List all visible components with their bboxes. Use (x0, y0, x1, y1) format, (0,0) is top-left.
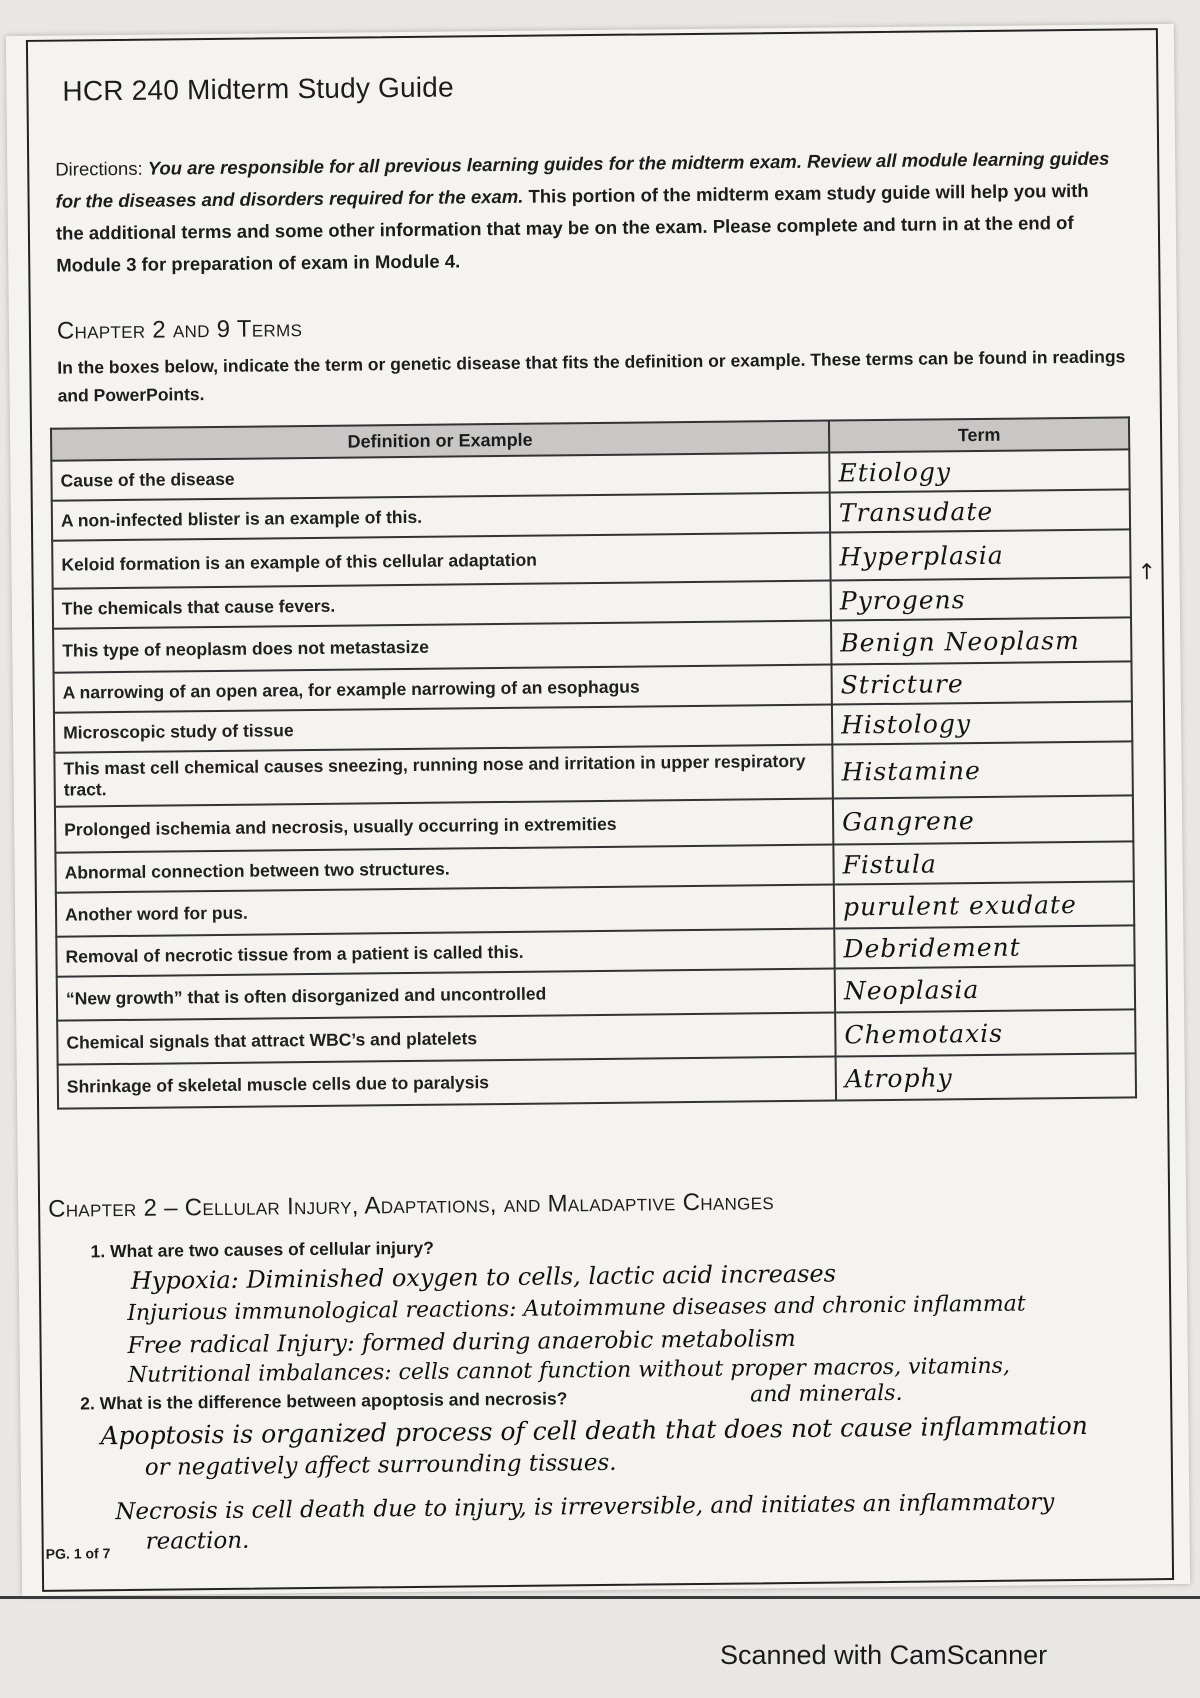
answer-1-line-2: Injurious immunological reactions: Autoimmune diseases and chronic inflammat (127, 1291, 1026, 1326)
definition-cell: Cause of the disease (51, 453, 829, 501)
question-2: 2. What is the difference between apoptosis and necrosis? (80, 1388, 568, 1414)
question-1: 1. What are two causes of cellular injury? (90, 1237, 434, 1262)
section-heading-terms: Chapter 2 and 9 Terms (56, 315, 303, 345)
scan-edge-line (0, 1596, 1200, 1599)
answer-1-line-4: Nutritional imbalances: cells cannot function without proper macros, vitamins, (127, 1353, 1011, 1388)
definition-cell: A non-infected blister is an example of this. (52, 493, 830, 541)
term-answer-cell: Gangrene (833, 795, 1133, 844)
definition-cell: Microscopic study of tissue (54, 705, 832, 753)
answer-1-line-5: and minerals. (750, 1380, 903, 1408)
column-header-definition: Definition or Example (51, 421, 829, 461)
camscanner-watermark: Scanned with CamScanner (720, 1640, 1048, 1670)
terms-table-body (51, 449, 1136, 1108)
answer-2-line-3: Necrosis is cell death due to injury, is irreversible, and initiates an inflammatory (115, 1489, 1055, 1526)
answer-2-line-2: or negatively affect surrounding tissues. (144, 1449, 617, 1481)
document-title: HCR 240 Midterm Study Guide (62, 71, 454, 107)
page-number: PG. 1 of 7 (45, 1545, 111, 1562)
definition-cell: Shrinkage of skeletal muscle cells due to paralysis (58, 1057, 836, 1109)
definition-cell: The chemicals that cause fevers. (53, 581, 831, 629)
definition-cell: This mast cell chemical causes sneezing, running nose and irritation in upper respiratory tract. (54, 745, 833, 807)
margin-mark: ↑ (1137, 560, 1157, 586)
term-answer-cell: Stricture (831, 661, 1131, 704)
section-intro: In the boxes below, indicate the term or genetic disease that fits the definition or example. These terms can be found in readings and PowerPoints. (57, 346, 1126, 406)
directions-paragraph (55, 143, 1116, 282)
term-answer-cell: Fistula (833, 841, 1133, 884)
definition-cell: “New growth” that is often disorganized and uncontrolled (57, 969, 835, 1021)
definition-cell: Another word for pus. (56, 885, 834, 937)
directions-italic-text: You are responsible for all previous learning guides for the midterm exam. Review all module learning guides for the diseases and disorders required for the exam. (55, 147, 1110, 212)
term-answer-cell: Chemotaxis (835, 1009, 1135, 1056)
definition-cell: A narrowing of an open area, for example narrowing of an esophagus (54, 665, 832, 713)
term-answer-cell: Histology (832, 701, 1132, 744)
answer-1-line-3: Free radical Injury: formed during anaerobic metabolism (127, 1325, 796, 1359)
term-answer-cell: Atrophy (836, 1053, 1136, 1100)
column-header-term: Term (829, 417, 1129, 452)
directions-label: Directions: (55, 157, 143, 180)
term-answer-cell: Etiology (829, 449, 1129, 492)
term-answer-cell: Pyrogens (831, 577, 1131, 620)
definition-cell: Keloid formation is an example of this cellular adaptation (52, 533, 830, 589)
definition-cell: Chemical signals that attract WBC’s and platelets (57, 1013, 835, 1065)
definition-cell: Abnormal connection between two structures. (55, 845, 833, 893)
term-answer-cell: Neoplasia (835, 965, 1135, 1012)
section-heading-chapter2: Chapter 2 – Cellular Injury, Adaptations, and Maladaptive Changes (48, 1188, 775, 1223)
term-answer-cell: Histamine (832, 741, 1133, 798)
answer-2-line-1: Apoptosis is organized process of cell death that does not cause inflammation (100, 1410, 1088, 1451)
term-answer-cell: Transudate (830, 489, 1130, 532)
answer-2-line-4: reaction. (145, 1527, 250, 1555)
term-answer-cell: Debridement (834, 925, 1134, 968)
scanned-page (6, 24, 1190, 1596)
directions-text: This portion of the midterm exam study guide will help you with the additional terms and some other information that may be on the exam. Please complete and turn in at the end of Module 3 for preparation of exam in Module 4. (55, 179, 1089, 276)
definition-cell: Prolonged ischemia and necrosis, usually occurring in extremities (55, 799, 833, 853)
term-answer-cell: purulent exudate (834, 881, 1134, 928)
answer-1-line-1: Hypoxia: Diminished oxygen to cells, lactic acid increases (130, 1259, 837, 1295)
definition-cell: Removal of necrotic tissue from a patient is called this. (56, 929, 834, 977)
term-answer-cell: Hyperplasia (830, 529, 1130, 580)
definition-cell: This type of neoplasm does not metastasize (53, 621, 831, 673)
terms-table (50, 416, 1137, 1109)
term-answer-cell: Benign Neoplasm (831, 617, 1131, 664)
